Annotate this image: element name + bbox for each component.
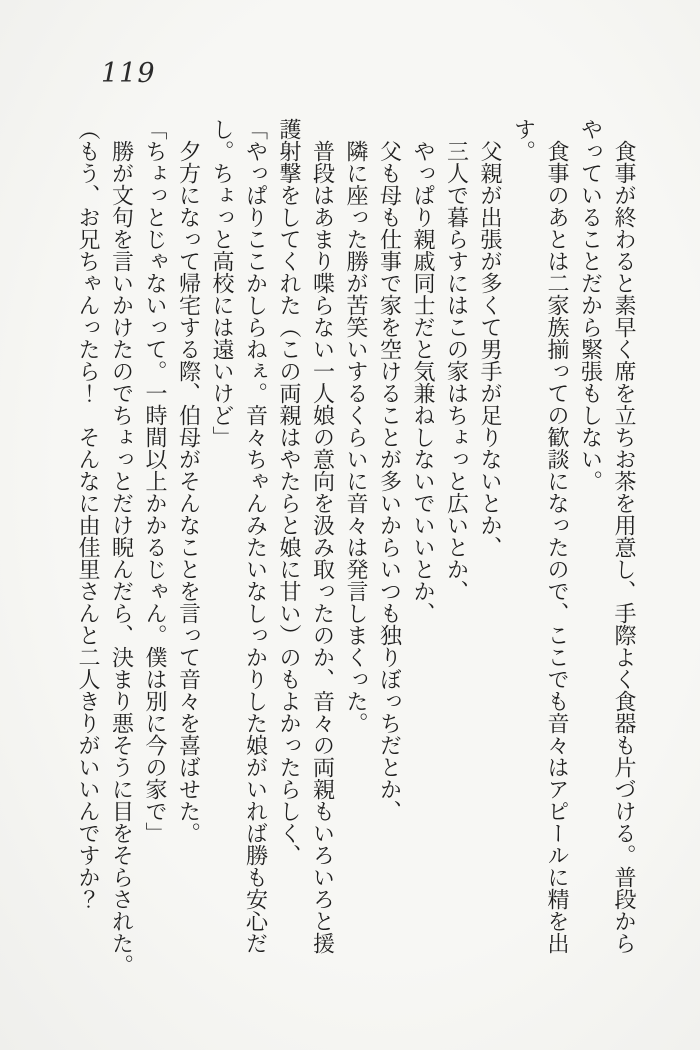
text-line: やっていることだから緊張もしない。: [577, 118, 603, 492]
text-line: 食事のあとは二家族揃っての歓談になったので、ここでも音々はアピールに精を出: [544, 118, 569, 954]
text-line: し。ちょっと高校には遠いけど」: [209, 118, 234, 448]
text-line: す。: [510, 118, 536, 162]
text-line: 父も母も仕事で家を空けることが多いからいつも独りぼっちだとか、: [376, 118, 402, 822]
page-number: 119: [101, 58, 156, 89]
text-line: 隣に座った勝が苦笑いするくらいに音々は発言しまくった。: [343, 118, 368, 734]
text-line: 「やっぱりここかしらねぇ。音々ちゃんみたいなしっかりした娘がいれば勝も安心だ: [242, 118, 268, 954]
text-line: 護射撃をしてくれた（この両親はやたらと娘に甘い）のもよかったらしく、: [276, 118, 301, 866]
text-line: （もう、お兄ちゃんったら！ そんなに由佳里さんと二人きりがいいんですか？: [75, 118, 100, 910]
text-line: 夕方になって帰宅する際、伯母がそんなことを言って音々を喜ばせた。: [175, 118, 201, 844]
text-line: 普段はあまり喋らない一人娘の意向を汲み取ったのか、音々の両親もいろいろと援: [309, 118, 335, 954]
text-line: 「ちょっとじゃないって。一時間以上かかるじゃん。僕は別に今の家で」: [142, 118, 167, 844]
text-block: [71, 118, 641, 982]
text-line: 食事が終わると素早く席を立ちお茶を用意し、手際よく食器も片づける。普段から: [611, 118, 636, 954]
text-line: やっぱり親戚同士だと気兼ねしないでいいとか、: [410, 118, 435, 624]
text-line: 勝が文句を言いかけたのでちょっとだけ睨んだら、決まり悪そうに目をそらされた。: [108, 118, 134, 976]
text-line: 三人で暮らすにはこの家はちょっと広いとか、: [443, 118, 469, 602]
text-line: 父親が出張が多くて男手が足りないとか、: [477, 118, 502, 558]
